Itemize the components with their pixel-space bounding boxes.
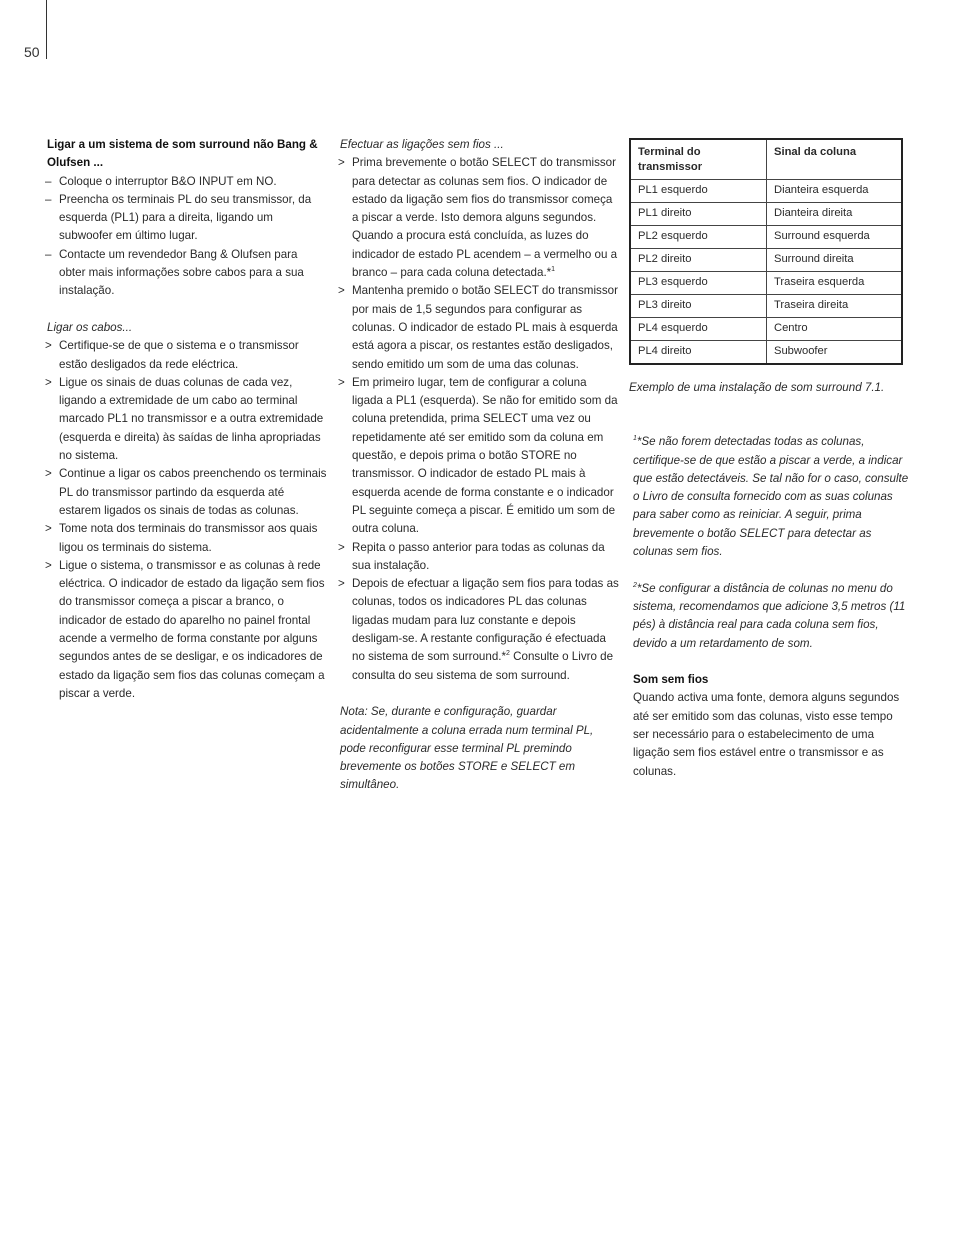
dash-marker: – [45,247,52,261]
arrow-marker: > [45,522,52,536]
section-heading: Ligar a um sistema de som surround não Bang & Olufsen ... [47,138,318,170]
table-cell: Surround esquerda [767,226,903,249]
list-item: > Prima brevemente o botão SELECT do transmissor para detectar as colunas sem fios. O indicador de estado da ligação sem fios do transmissor começa a piscar a verde. Isto demora alguns segundos. Quando a procura está concluída, as luzes do indicador de estado PL acendem – a vermelho ou a branco – para cada coluna detectada.*$^1$ [338,156,618,280]
footnote-mark: 2 [633,581,637,589]
table-cell: PL3 direito [630,295,767,318]
speaker-table [629,138,903,365]
arrow-marker: > [338,577,345,591]
arrow-marker: > [45,339,52,353]
table-cell: Traseira direita [767,295,903,318]
dash-marker: – [45,174,52,188]
margin-rule [46,0,47,59]
list-item: > Depois de efectuar a ligação sem fios para todas as colunas, todos os indicadores PL das colunas ligadas mudam para luz constante e depois desligam-se. A restante configuração é efectuada no sistema de som surround.*$^2$ Consulte o Livro de consulta do seu sistema de som surround. [338,577,619,682]
table-cell: Dianteira direita [767,203,903,226]
footnote-1 [629,433,911,561]
table-cell: PL1 direito [630,203,767,226]
step-list [47,337,327,703]
page-number: 50 [24,44,40,60]
footnote-ref: 1 [551,266,556,274]
step-list [340,154,620,685]
list-item: – Coloque o interruptor B&O INPUT em NO. [47,173,327,191]
table-cell: Surround direita [767,249,903,272]
column-1 [47,136,327,703]
table-row [630,295,902,318]
section-heading: Som sem fios [633,673,709,687]
wireless-section [629,671,911,781]
list-item: – Contacte um revendedor Bang & Olufsen para obter mais informações sobre cabos para a sua instalação. [45,247,304,298]
list-item: – Preencha os terminais PL do seu transmissor, da esquerda (PL1) para a direita, ligando um subwoofer em último lugar. [45,192,312,243]
table-cell: Dianteira esquerda [767,180,903,203]
table-cell: PL4 direito [630,341,767,365]
subheading: Ligar os cabos... [47,320,133,334]
footnote-ref: 2 [506,650,510,658]
footnote-mark: 1 [633,435,637,443]
table-row [630,180,902,203]
footnote-2 [629,580,911,653]
list-item: > Tome nota dos terminais do transmissor aos quais ligou os terminais do sistema. [45,522,318,554]
arrow-marker: > [338,375,345,389]
list-item: > Repita o passo anterior para todas as colunas da sua instalação. [338,540,605,572]
arrow-marker: > [45,467,52,481]
table-header-row [630,139,902,180]
list-item: > Em primeiro lugar, tem de configurar a coluna ligada a PL1 (esquerda). Se não for emitido som da coluna pretendida, prima SELECT uma vez ou repetidamente até ser emitido som da coluna em questão, e depois prima o botão STORE no transmissor. O indicador de estado PL mais à esquerda acende de forma constante e o indicador PL seguinte começa a piscar. É emitido um som de outra coluna. [338,375,618,536]
footnote-text: *Se configurar a distância de colunas no menu do sistema, recomendamos que adicione 3,5 metros (11 pés) à distância real para cada coluna sem fios, devido a um retardamento de som. [633,581,906,650]
note: Nota: Se, durante e configuração, guardar acidentalmente a coluna errada num terminal PL, pode reconfigurar esse terminal PL premindo brevemente os botões STORE e SELECT em simultâneo. [340,705,594,792]
table-row [630,226,902,249]
table-row [630,272,902,295]
paragraph: Quando activa uma fonte, demora alguns segundos até ser emitido som das colunas, visto esse tempo ser necessário para o estabelecimento de uma ligação sem fios estável entre o transmissor e as colunas. [633,691,900,778]
table-cell: PL2 esquerdo [630,226,767,249]
table-header: Terminal do transmissor [630,139,767,180]
column-2 [340,136,620,795]
footnote-text: *Se não forem detectadas todas as colunas, certifique-se de que estão a piscar a verde, a indicar que estão detectáveis. Se tal não for o caso, consulte o Livro de consulta fornecido com as suas colunas para saber como as reiniciar. A seguir, prima brevemente o botão SELECT para detectar as colunas sem fios. [633,435,909,559]
table-cell: PL4 esquerdo [630,318,767,341]
table-row [630,249,902,272]
arrow-marker: > [338,156,345,170]
list-item: > Continue a ligar os cabos preenchendo os terminais PL do transmissor partindo da esquerda até estarem ligados os sinais de todas as colunas. [45,467,327,517]
table-row [630,318,902,341]
arrow-marker: > [338,540,345,554]
table-cell: PL1 esquerdo [630,180,767,203]
table-cell: PL3 esquerdo [630,272,767,295]
arrow-marker: > [338,284,345,298]
table-row [630,341,902,365]
column-3 [629,136,911,781]
dash-marker: – [45,192,52,206]
table-cell: Traseira esquerda [767,272,903,295]
list-item: > Certifique-se de que o sistema e o transmissor estão desligados da rede eléctrica. [45,339,299,371]
arrow-marker: > [45,558,52,572]
table-cell: Subwoofer [767,341,903,365]
subheading: Efectuar as ligações sem fios ... [340,138,504,151]
arrow-marker: > [45,375,52,389]
table-caption: Exemplo de uma instalação de som surround 7.1. [629,381,885,394]
list-item: > Ligue os sinais de duas colunas de cada vez, ligando a extremidade de um cabo ao terminal marcado PL1 no transmissor e a outra extremidade (esquerda e direita) às saídas de linha apropriadas no sistema. [45,375,324,463]
table-row [630,203,902,226]
list-item: > Ligue o sistema, o transmissor e as colunas à rede eléctrica. O indicador de estado da ligação sem fios do transmissor começa a piscar a branco, o indicador de estado do aparelho no painel frontal acende a vermelho de forma constante por alguns segundos antes de se desligar, e os indicadores de estado da ligação sem fios das colunas começam a piscar a verde. [45,558,325,700]
list-item: > Mantenha premido o botão SELECT do transmissor por mais de 1,5 segundos para configurar as colunas. O indicador de estado PL mais à esquerda está agora a piscar, os restantes estão desligados, sendo emitido um som de uma das colunas. [338,284,618,371]
dash-list [47,173,327,301]
table-cell: PL2 direito [630,249,767,272]
table-cell: Centro [767,318,903,341]
table-header: Sinal da coluna [767,139,903,180]
